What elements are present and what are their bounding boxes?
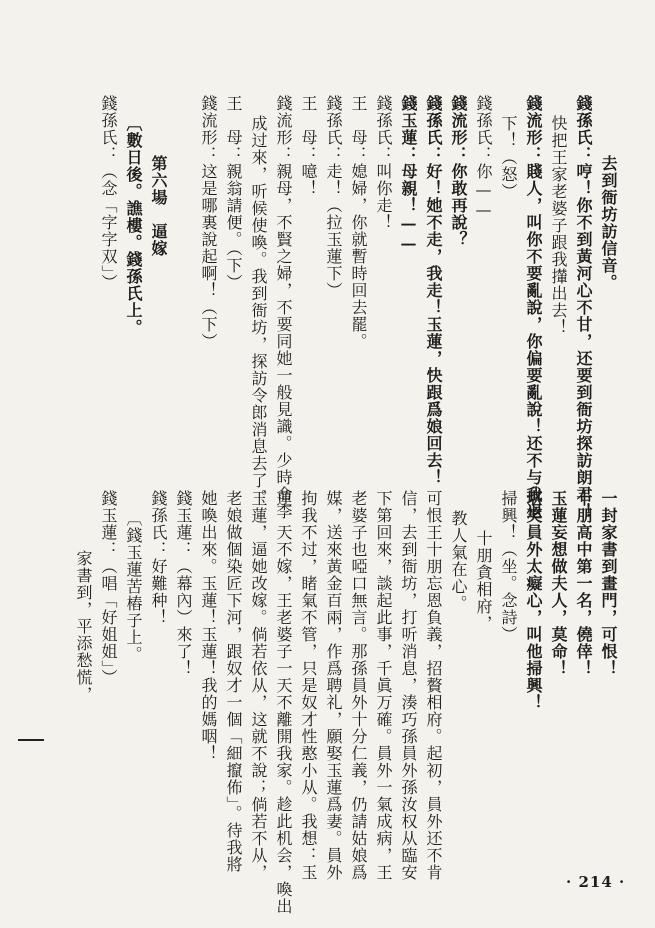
text-column: 錢流形：賤人，叫你不要亂說，你偏要亂說！还不与我退 [524, 95, 543, 520]
text-column: 掃興！（坐。念詩） [499, 490, 518, 643]
page-number: · 214 · [566, 873, 626, 891]
text-column: 老娘做個染匠下河，跟奴才一個「細攛佈」。待我將 [224, 490, 243, 873]
text-column: 第六場 逼嫁 [149, 155, 168, 257]
text-column: 去到衙坊訪信音。 [599, 155, 618, 291]
bottom-text-block [69, 490, 619, 915]
margin-mark [18, 739, 44, 741]
text-column: 錢孫氏：（念「字字双」） [99, 95, 118, 291]
text-column: 媒，送來黃金百兩，作爲聘礼，願娶玉蓮爲妻。員外 [324, 490, 343, 881]
text-column: 玉蓮，逼她改嫁。倘若依从，这就不說；倘若不从， [249, 490, 268, 881]
text-column: 蓮一天不嫁，王老婆子一天不離開我家。趁此机会，喚出 [274, 490, 293, 915]
text-column: 錢流形：親母，不賢之婦，不要同她一般見識。少時命李 [274, 95, 293, 520]
top-text-block [94, 95, 619, 520]
text-column: 王 母：親翁請便。（下） [224, 95, 243, 291]
text-column: 錢孫氏：你—— [474, 95, 493, 220]
text-column: 〔錢玉蓮苦樁子上。 [124, 510, 143, 663]
text-column: 可恨王十朋忘恩負義，招贅相府。起初，員外还不肯 [424, 490, 443, 881]
text-column: 十朋高中第一名，僥倖！ [574, 490, 593, 677]
text-column: 錢流形：这是哪裏說起啊！（下） [199, 95, 218, 350]
text-column: 快把王家老婆子跟我攆出去！ [549, 115, 568, 336]
text-column: 錢玉蓮：（唱「好姐姐」） [99, 490, 118, 686]
text-column: 下第回來，談起此事，千眞万確。員外一氣成病，王 [374, 490, 393, 881]
text-column: 王 母：噫！ [299, 95, 318, 197]
text-column: 錢孫氏：好！她不走，我走！玉蓮，快跟爲娘回去！ [424, 95, 443, 486]
text-column: 〔數日後。譙樓。錢孫氏上。 [124, 115, 143, 336]
text-column: 錢流形：你敢再說？ [449, 95, 468, 248]
text-column: 錢孫氏：好難种！ [149, 490, 168, 626]
text-column: 信，去到衙坊，打听消息，湊巧孫員外孫汝权从臨安 [399, 490, 418, 881]
text-column: 錢孫氏：走！（拉玉蓮下） [324, 95, 343, 299]
text-column: 教人氣在心。 [449, 510, 468, 612]
text-column: 下！（怒） [499, 115, 518, 200]
text-column: 錢孫氏：哼！你不到黃河心不甘，还要到衙坊探訪朗君！ [574, 95, 593, 520]
text-column: 成过來，听候使喚。我到衙坊，探訪令郎消息去了。 [249, 115, 268, 506]
text-column: 錢玉蓮：母親！—— [399, 95, 418, 254]
text-column: 玉蓮妄想做夫人，莫命！ [549, 490, 568, 677]
text-column: 王 母：媳婦，你就暫時回去罷。 [349, 95, 368, 350]
text-column: 十朋貪相府， [474, 530, 493, 632]
text-column: 堪笑員外太癡心，叫他掃興！ [524, 490, 543, 711]
text-column: 一封家書到畫門，可恨！ [599, 490, 618, 677]
text-column: 錢孫氏：叫你走！ [374, 95, 393, 231]
text-column: 老婆子也啞口無言。那孫員外十分仁義，仍請姑娘爲 [349, 490, 368, 881]
text-column: 錢玉蓮：（幕內）來了！ [174, 490, 193, 677]
text-column: 拘我不过，睹氣不管，只是奴才性憨小从。我想：玉 [299, 490, 318, 881]
text-column [172, 95, 194, 520]
text-column: 家書到，平添愁慌， [74, 550, 93, 703]
text-column: 她喚出來。玉蓮！玉蓮！我的媽咽！ [199, 490, 218, 762]
